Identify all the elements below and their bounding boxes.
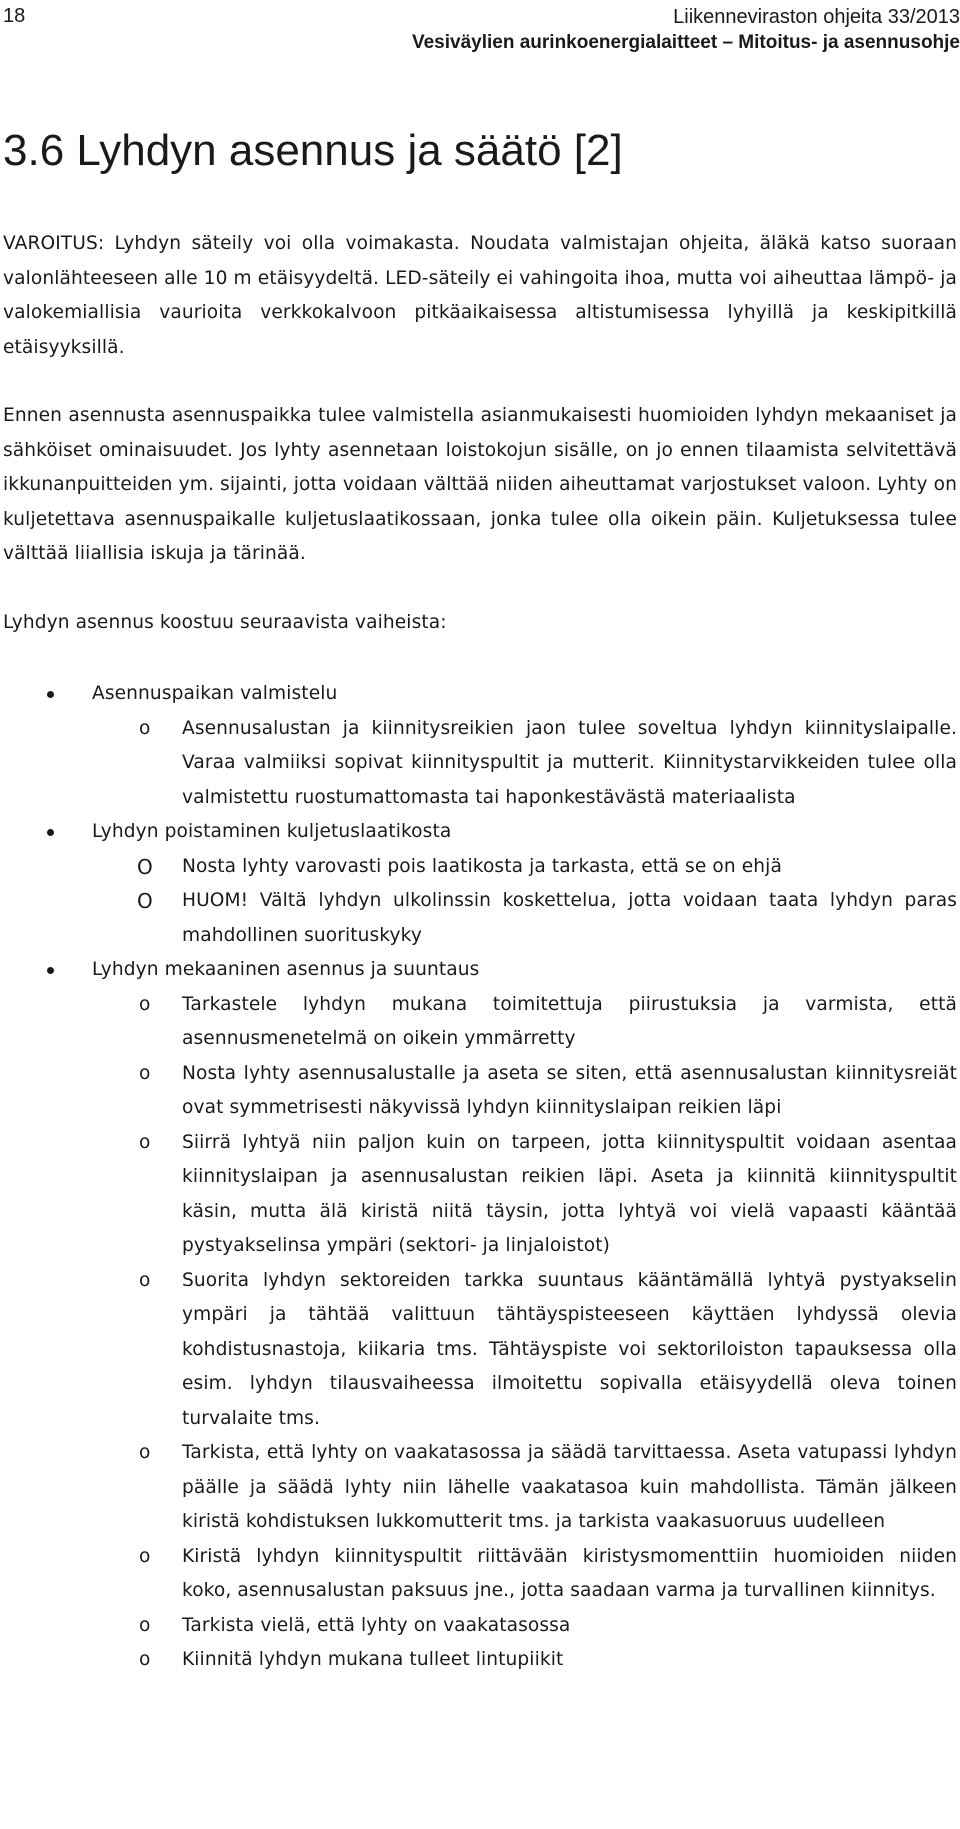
substep-text: Tarkista vielä, että lyhty on vaakatasossa [182,1614,571,1636]
paragraph-spacer [3,572,957,606]
substep-item [3,1643,957,1678]
document-subtitle: Vesiväylien aurinkoenergialaitteet – Mitoitus- ja asennusohje [411,32,960,53]
preparation-paragraph: Ennen asennusta asennuspaikka tulee valmistella asianmukaisesti huomioiden lyhdyn mekaaniset ja sähköiset ominaisuudet. Jos lyhty asennetaan loistokojun sisälle, on jo ennen tilaamista selvitettävä ikkunanpuitteiden ym. sijainti, jotta voidaan välttää niiden aiheuttamat varjostukset valoon. Lyhty on kuljetettava asennuspaikalle kuljetuslaatikossaan, jonka tulee olla oikein päin. Kuljetuksessa tulee välttää liiallisia iskuja ja tärinää. [3,405,957,564]
page-number: 18 [3,5,26,27]
substep-item [3,1264,957,1437]
document-body [3,227,957,1678]
substep-marker: o [139,717,151,739]
substep-marker: o [139,1131,151,1153]
substep-list [3,850,957,954]
substep-list [3,988,957,1678]
substep-text: Asennusalustan ja kiinnitysreikien jaon tulee soveltua lyhdyn kiinnityslaipalle. Varaa valmiiksi sopivat kiinnityspultit ja mutterit. Kiinnitystarvikkeiden tulee olla valmistettu ruostumattomasta tai haponkestävästä materiaalista [182,717,957,808]
bullet-icon [47,829,54,836]
substep-text: Tarkista, että lyhty on vaakatasossa ja säädä tarvittaessa. Aseta vatupassi lyhdyn päälle ja säädä lyhty niin lähelle vaakatasoa kuin mahdollista. Tämän jälkeen kiristä kohdistuksen lukkomutterit tms. ja tarkista vaakasuoruus uudelleen [182,1442,957,1532]
bullet-icon [47,691,54,698]
paragraph-spacer [3,365,957,399]
substep-text: Nosta lyhty varovasti pois laatikosta ja tarkasta, että se on ehjä [182,855,782,877]
substep-item [3,1609,957,1644]
substep-item [3,850,957,885]
substep-item [3,988,957,1057]
substep-marker: o [139,993,151,1015]
substep-item [3,1057,957,1126]
substep-text: Kiristä lyhdyn kiinnityspultit riittävään kiristysmomenttiin huomioiden niiden koko, asennusalustan paksuus jne., jotta saadaan varma ja turvallinen kiinnitys. [182,1545,957,1601]
step-item [3,815,957,953]
bullet-icon [47,967,54,974]
substep-text: Tarkastele lyhdyn mukana toimitettuja piirustuksia ja varmista, että asennusmenetelmä on oikein ymmärretty [182,993,957,1049]
substep-marker: O [137,889,153,913]
substep-item [3,1540,957,1609]
substep-text: Kiinnitä lyhdyn mukana tulleet lintupiikit [182,1649,564,1670]
warning-paragraph: VAROITUS: Lyhdyn säteily voi olla voimakasta. Noudata valmistajan ohjeita, äläkä katso suoraan valonlähteeseen alle 10 m etäisyydeltä. LED-säteily ei vahingoita ihoa, mutta voi aiheuttaa lämpö- ja valokemiallisia vaurioita verkkokalvoon pitkäaikaisessa altistumisessa lyhyillä ja keskipitkillä etäisyyksillä. [3,233,957,358]
step-item [3,677,957,815]
substep-marker: o [139,1269,151,1291]
substep-marker: o [139,1545,151,1567]
publication-title: Liikenneviraston ohjeita 33/2013 [673,6,960,28]
substep-list [3,712,957,816]
steps-intro: Lyhdyn asennus koostuu seuraavista vaiheista: [3,611,447,633]
section-title: 3.6 Lyhdyn asennus ja säätö [2] [3,126,623,175]
step-label: Asennuspaikan valmistelu [92,683,338,704]
substep-text: HUOM! Vältä lyhdyn ulkolinssin koskettelua, jotta voidaan taata lyhdyn paras mahdollinen suorituskyky [182,890,957,946]
substep-marker: o [139,1442,151,1463]
substep-marker: O [137,854,153,879]
step-item [3,953,957,1678]
substep-marker: o [139,1614,151,1636]
substep-item [3,1126,957,1264]
substep-marker: o [139,1062,151,1084]
substep-item [3,1436,957,1540]
substep-marker: o [139,1649,151,1670]
substep-text: Nosta lyhty asennusalustalle ja aseta se siten, että asennusalustan kiinnitysreiät ovat symmetrisesti näkyvissä lyhdyn kiinnityslaipan reikien läpi [182,1062,957,1118]
running-header [412,4,960,56]
substep-item [3,712,957,816]
substep-item [3,884,957,953]
substep-text: Suorita lyhdyn sektoreiden tarkka suuntaus kääntämällä lyhtyä pystyakselin ympäri ja tähtää valittuun tähtäyspisteeseen käyttäen lyhdyssä olevia kohdistusnastoja, kiikaria tms. Tähtäyspiste voi sektoriloiston tapauksessa olla esim. lyhdyn tilausvaiheessa ilmoitettu sopivalla etäisyydellä oleva toinen turvalaite tms. [182,1269,957,1429]
step-label: Lyhdyn poistaminen kuljetuslaatikosta [92,821,452,842]
step-label: Lyhdyn mekaaninen asennus ja suuntaus [92,959,480,980]
installation-steps-list [3,677,957,1678]
substep-text: Siirrä lyhtyä niin paljon kuin on tarpeen, jotta kiinnityspultit voidaan asentaa kiinnityslaipan ja asennusalustan reikien läpi. Aseta ja kiinnitä kiinnityspultit käsin, mutta älä kiristä niitä täysin, jotta lyhtyä voi vielä vapaasti kääntää pystyakselinsa ympäri (sektori- ja linjaloistot) [182,1131,957,1256]
